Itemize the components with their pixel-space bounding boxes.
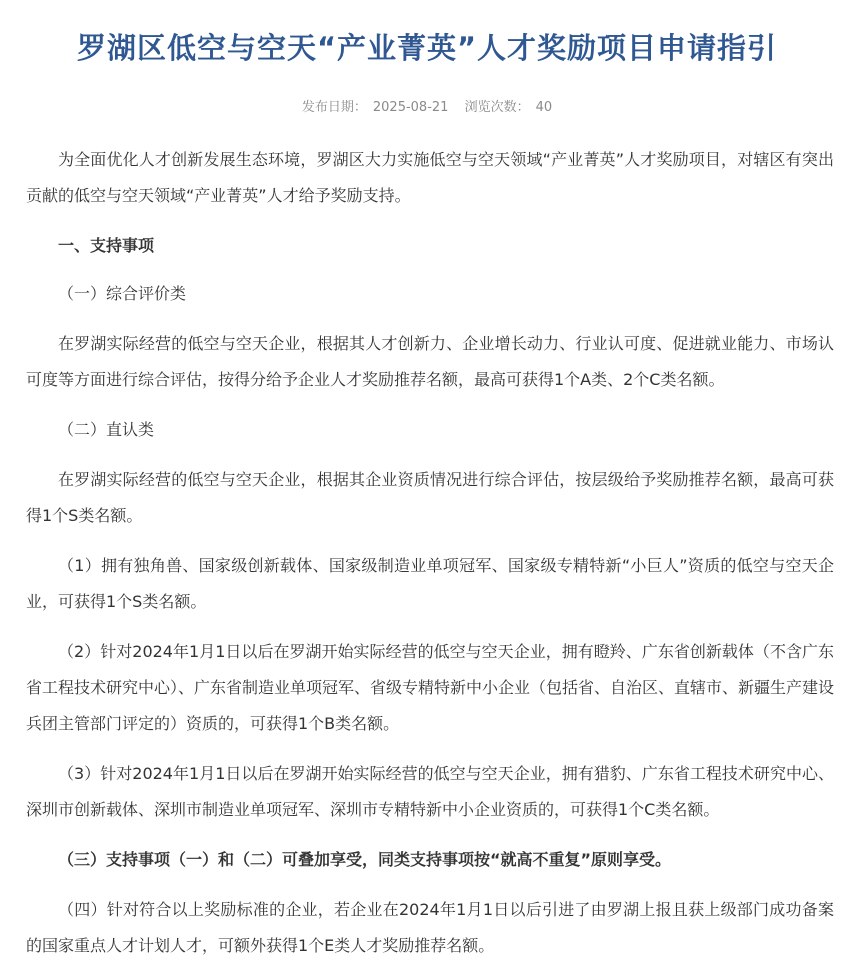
publish-date bbox=[299, 100, 452, 115]
subheading-comprehensive: （一）综合评价类 bbox=[58, 284, 187, 303]
article-body bbox=[26, 142, 834, 964]
subheading-direct: （二）直认类 bbox=[58, 420, 155, 439]
paragraph-extra-quota: （四）针对符合以上奖励标准的企业，若企业在2024年1月1日以后引进了由罗湖上报且获上级部门成功备案的国家重点人才计划人才，可额外获得1个E类人才奖励推荐名额。 bbox=[26, 900, 834, 955]
intro-paragraph: 为全面优化人才创新发展生态环境，罗湖区大力实施低空与空天领域“产业菁英”人才奖励项目，对辖区有突出贡献的低空与空天领域“产业菁英”人才给予奖励支持。 bbox=[26, 150, 834, 205]
view-count-label: 浏览次数： bbox=[464, 100, 530, 115]
publish-date-label: 发布日期： bbox=[301, 100, 367, 115]
publish-date-value: 2025-08-21 bbox=[372, 100, 449, 115]
paragraph-stacking-rule: （三）支持事项（一）和（二）可叠加享受，同类支持事项按“就高不重复”原则享受。 bbox=[58, 850, 672, 869]
article-meta bbox=[0, 96, 854, 115]
paragraph-comprehensive: 在罗湖实际经营的低空与空天企业，根据其人才创新力、企业增长动力、行业认可度、促进就业能力、市场认可度等方面进行综合评估，按得分给予企业人才奖励推荐名额，最高可获得1个A类、2个C类名额。 bbox=[26, 334, 834, 389]
list-item-1: （1）拥有独角兽、国家级创新载体、国家级制造业单项冠军、国家级专精特新“小巨人”资质的低空与空天企业，可获得1个S类名额。 bbox=[26, 556, 834, 611]
view-count-value: 40 bbox=[535, 100, 553, 115]
section-heading-support: 一、支持事项 bbox=[58, 236, 155, 255]
list-item-3: （3）针对2024年1月1日以后在罗湖开始实际经营的低空与空天企业，拥有猎豹、广东省工程技术研究中心、深圳市创新载体、深圳市制造业单项冠军、深圳市专精特新中小企业资质的，可获得1个C类名额。 bbox=[26, 764, 834, 819]
article-title: 罗湖区低空与空天“产业菁英”人才奖励项目申请指引 bbox=[76, 31, 778, 65]
paragraph-direct: 在罗湖实际经营的低空与空天企业，根据其企业资质情况进行综合评估，按层级给予奖励推荐名额，最高可获得1个S类名额。 bbox=[26, 470, 834, 525]
list-item-2: （2）针对2024年1月1日以后在罗湖开始实际经营的低空与空天企业，拥有瞪羚、广东省创新载体（不含广东省工程技术研究中心）、广东省制造业单项冠军、省级专精特新中小企业（包括省、自治区、直辖市、新疆生产建设兵团主管部门评定的）资质的，可获得1个B类名额。 bbox=[26, 642, 835, 733]
view-count bbox=[462, 100, 556, 115]
